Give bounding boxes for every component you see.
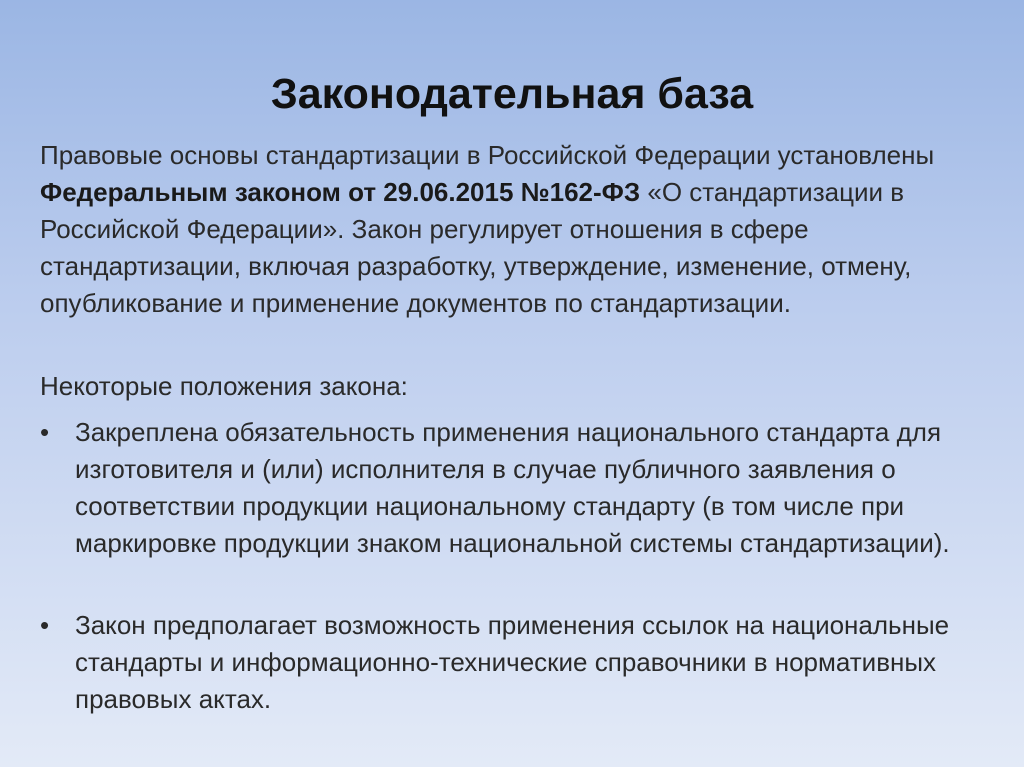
slide-title: Законодательная база [270, 70, 754, 118]
bullet-icon: • [40, 417, 50, 447]
intro-text-end: «О стандартизации в Российской Федерации». Закон регулирует отношения в сфере стандартизации, включая разработку, утверждение, изменение, отмену, опубликование и применение документов по стандартизации. [40, 177, 912, 318]
bullet-text: Закон предполагает возможность применения ссылок на национальные стандарты и информационно-технические справочники в нормативных правовых актах. [75, 610, 950, 714]
provisions-heading: Некоторые положения закона: [40, 371, 408, 401]
law-reference: Федеральным законом от 29.06.2015 №162-ФЗ [40, 177, 641, 207]
bullet-item [40, 414, 980, 604]
bullet-icon: • [40, 610, 50, 640]
intro-text-start: Правовые основы стандартизации в Российской Федерации установлены [40, 140, 935, 170]
bullet-item [40, 607, 980, 727]
intro-paragraph [40, 137, 1000, 322]
bullet-text: Закреплена обязательность применения национального стандарта для изготовителя и (или) исполнителя в случае публичного заявления о соответствии продукции национальному стандарту (в том числе при маркировке продукции знаком национальной системы стандартизации). [75, 417, 950, 558]
